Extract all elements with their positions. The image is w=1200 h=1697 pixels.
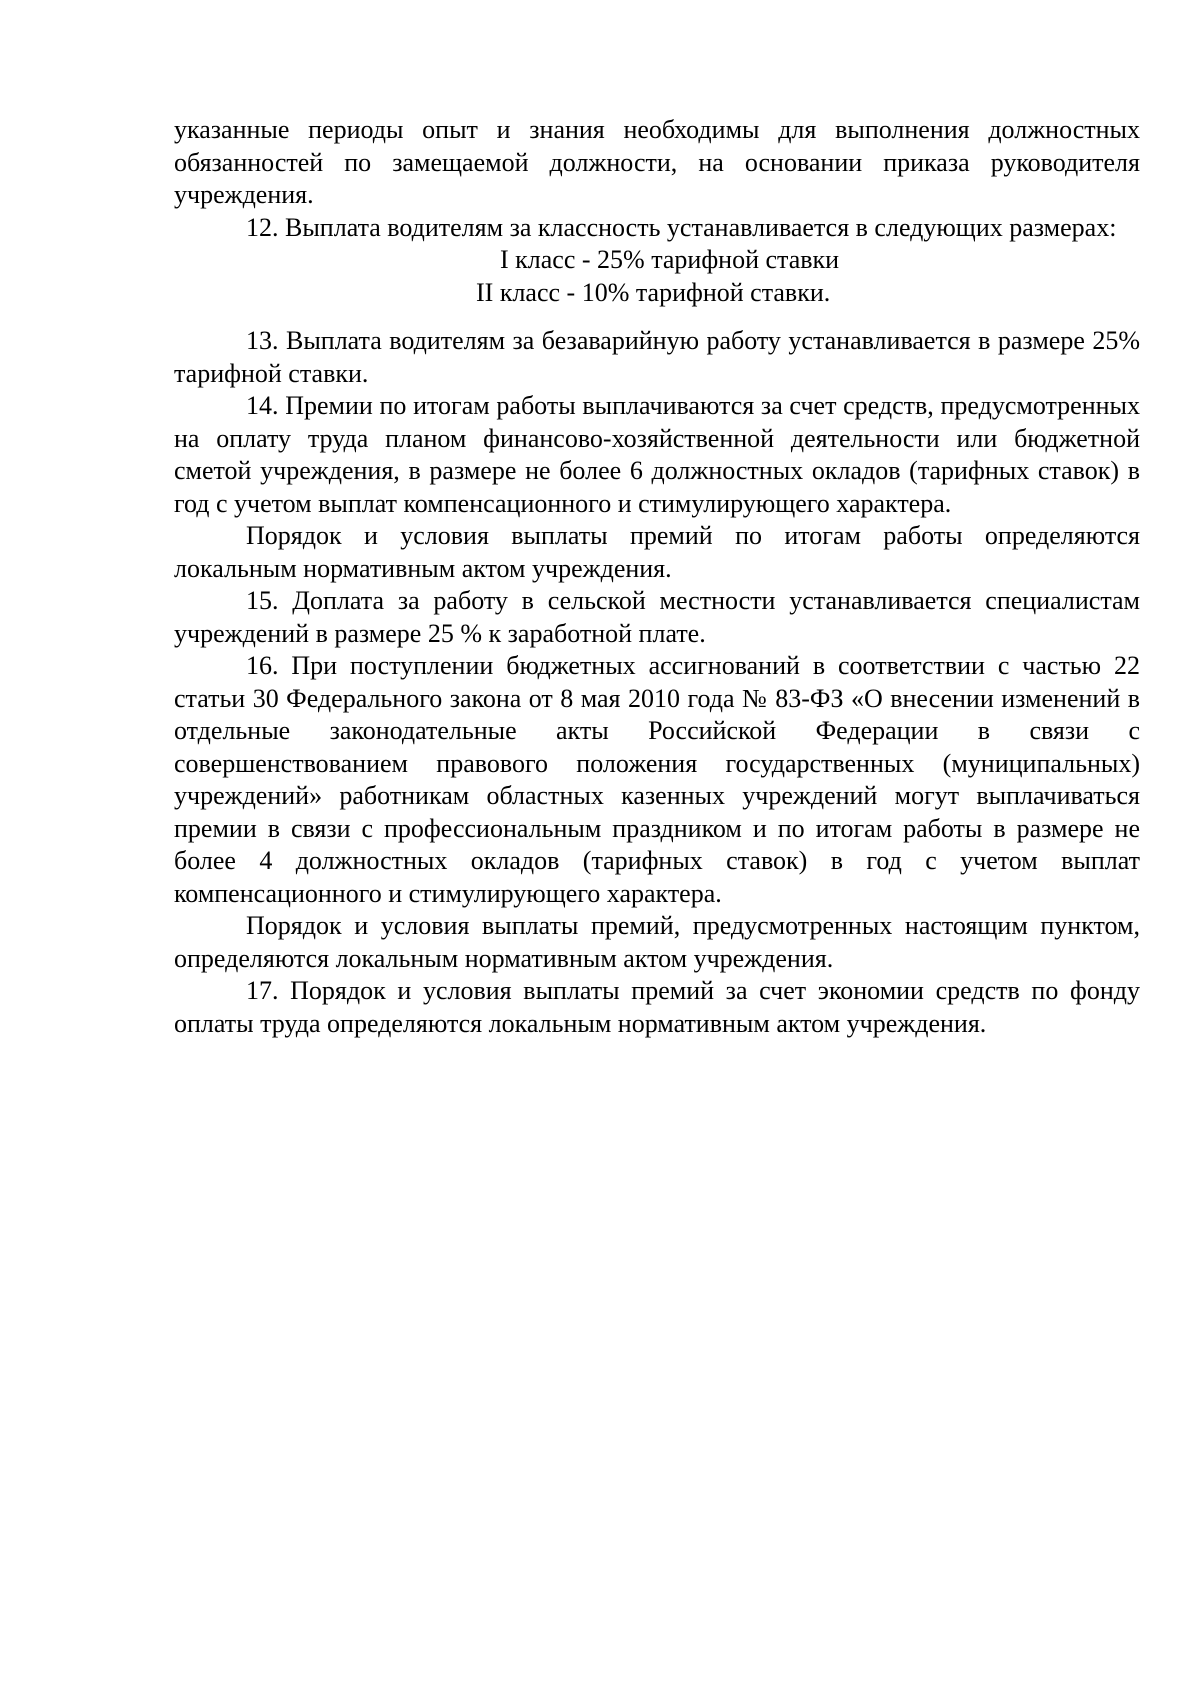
paragraph-14: 14. Премии по итогам работы выплачиваются за счет средств, предусмотренных на оплату труда планом финансово-хозяйственной деятельности или бюджетной сметой учреждения, в размере не более 6 должностных окладов (тарифных ставок) в год с учетом выплат компенсационного и стимулирующего характера. [174,391,1140,518]
document-page [174,114,1140,1040]
paragraph-16: 16. При поступлении бюджетных ассигнований в соответствии с частью 22 статьи 30 Федерального закона от 8 мая 2010 года № 83-ФЗ «О внесении изменений в отдельные законодательные акты Российской Федерации в связи с совершенствованием правового положения государственных (муниципальных) учреждений» работникам областных казенных учреждений могут выплачиваться премии в связи с профессиональным праздником и по итогам работы в размере не более 4 должностных окладов (тарифных ставок) в год с учетом выплат компенсационного и стимулирующего характера. [174,651,1140,908]
class-rate-second: II класс - 10% тарифной ставки. [476,277,831,307]
paragraph-continuation: указанные периоды опыт и знания необходимы для выполнения должностных обязанностей по замещаемой должности, на основании приказа руководителя учреждения. [174,115,1140,209]
class-rate-first: I класс - 25% тарифной ставки [500,245,840,274]
paragraph-17: 17. Порядок и условия выплаты премий за счет экономии средств по фонду оплаты труда определяются локальным нормативным актом учреждения. [174,976,1140,1038]
paragraph-14-procedure: Порядок и условия выплаты премий по итогам работы определяются локальным нормативным актом учреждения. [174,521,1140,583]
class-rates-list [174,244,1140,309]
paragraph-15: 15. Доплата за работу в сельской местности устанавливается специалистам учреждений в размере 25 % к заработной плате. [174,586,1140,648]
paragraph-13: 13. Выплата водителям за безаварийную работу устанавливается в размере 25% тарифной ставки. [174,326,1140,388]
paragraph-16-procedure: Порядок и условия выплаты премий, предусмотренных настоящим пунктом, определяются локальным нормативным актом учреждения. [174,911,1140,973]
paragraph-12: 12. Выплата водителям за классность устанавливается в следующих размерах: [246,212,1117,242]
